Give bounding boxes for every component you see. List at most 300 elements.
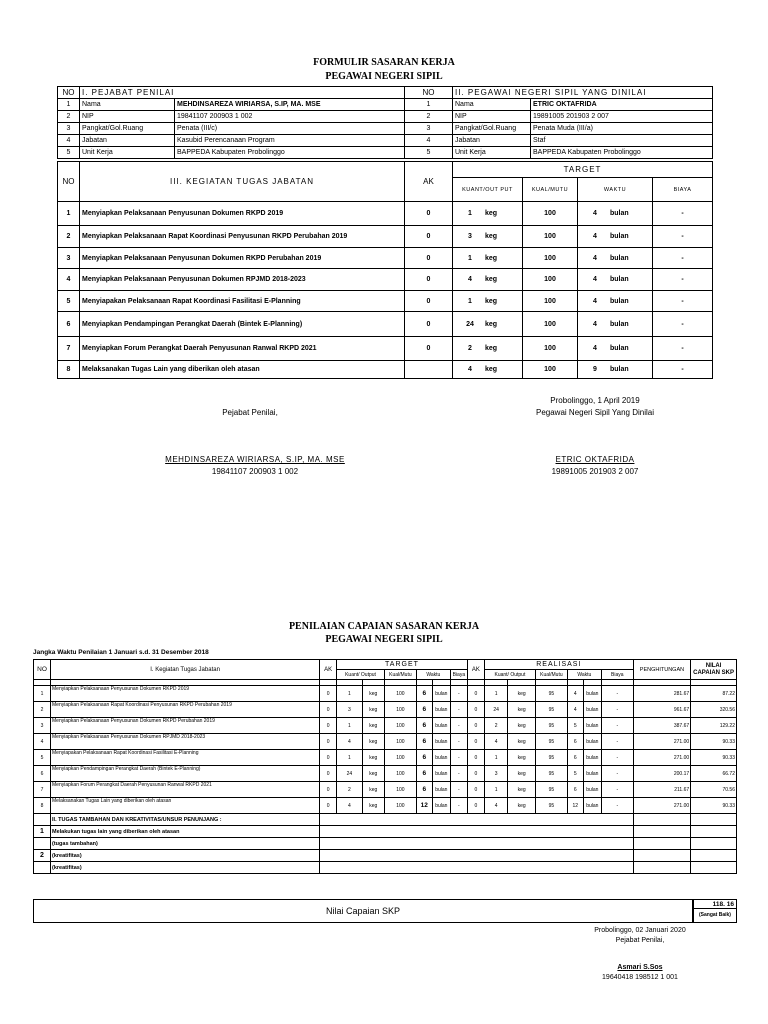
- identity-row: [58, 123, 713, 135]
- target-kual: 100: [384, 734, 416, 750]
- ak-value: 0: [320, 734, 337, 750]
- nilai-value: 87.22: [691, 686, 737, 702]
- kegiatan-text: Menyiapakan Pelaksanaan Rapat Koordinasi Fasilitasi E-Planning: [80, 291, 405, 312]
- table-row: [34, 750, 737, 766]
- waktu-unit: bulan: [610, 276, 629, 283]
- target-unit: keg: [362, 766, 384, 782]
- empty-cell: [633, 850, 690, 862]
- realisasi-unit: keg: [508, 686, 536, 702]
- target-waktu: 6: [416, 686, 432, 702]
- table-row: [58, 202, 713, 226]
- biaya-value: -: [653, 361, 713, 379]
- row-no: 4: [34, 734, 51, 750]
- form2-subtitle: PEGAWAI NEGERI SIPIL: [325, 634, 443, 645]
- target-waktu-unit: bulan: [432, 766, 450, 782]
- kuant-unit: keg: [485, 254, 498, 262]
- row-no: 2: [405, 111, 453, 123]
- row-no: 3: [405, 123, 453, 135]
- empty-cell: [633, 814, 690, 826]
- identity-table: [57, 86, 713, 159]
- kegiatan-header-row: [58, 162, 713, 178]
- field-value: 19841107 200903 1 002: [175, 111, 405, 123]
- row-no: 5: [58, 291, 80, 312]
- kegiatan-text: Menyiapkan Pendampingan Perangkat Daerah (Bintek E-Planning): [80, 312, 405, 337]
- realisasi-waktu: 4: [567, 702, 583, 718]
- waktu-unit: bulan: [610, 254, 629, 262]
- identity-row: [58, 111, 713, 123]
- target-unit: keg: [362, 686, 384, 702]
- realisasi-ak: 0: [467, 782, 484, 798]
- target-header: TARGET: [453, 162, 713, 178]
- field-label: Nama: [453, 99, 531, 111]
- waktu-cell: [578, 312, 653, 337]
- target-biaya: -: [450, 766, 467, 782]
- realisasi-kual: 95: [535, 734, 567, 750]
- nilai-value: 90.33: [691, 734, 737, 750]
- waktu-unit: bulan: [610, 233, 629, 240]
- form1-right-nip: 19891005 201903 2 007: [551, 467, 639, 476]
- kegiatan-text: Menyiapkan Pelaksanaan Rapat Koordinasi Penyusunan RKPD Perubahan 2019: [80, 226, 405, 248]
- waktu-value: 4: [593, 276, 597, 283]
- kegiatan-text: Menyiapakan Pelaksanaan Rapat Koordinasi Fasilitasi E-Planning: [51, 750, 320, 766]
- field-value: Penata Muda (III/a): [531, 123, 713, 135]
- field-value: Staf: [531, 135, 713, 147]
- realisasi-waktu: 4: [567, 686, 583, 702]
- target-unit: keg: [362, 734, 384, 750]
- empty-cell: [691, 826, 737, 838]
- kuant-cell: [453, 202, 523, 226]
- waktu-header: Waktu: [416, 670, 450, 680]
- extra-no: 1: [34, 826, 51, 838]
- field-value: BAPPEDA Kabupaten Probolinggo: [175, 147, 405, 159]
- kuant-cell: [453, 269, 523, 291]
- realisasi-kual: 95: [535, 750, 567, 766]
- table-row: [58, 337, 713, 361]
- target-waktu-unit: bulan: [432, 686, 450, 702]
- extra-no: [34, 862, 51, 874]
- identity-row: [58, 99, 713, 111]
- target-biaya: -: [450, 750, 467, 766]
- target-kuant: 4: [337, 798, 363, 814]
- empty-cell: [691, 814, 737, 826]
- target-unit: keg: [362, 702, 384, 718]
- table-row: [58, 269, 713, 291]
- ak-value: 0: [320, 782, 337, 798]
- kual-value: 100: [523, 291, 578, 312]
- target-waktu: 6: [416, 750, 432, 766]
- realisasi-waktu: 6: [567, 734, 583, 750]
- row-no: 1: [58, 99, 80, 111]
- realisasi-kuant: 4: [484, 734, 507, 750]
- target-header: TARGET: [337, 660, 468, 670]
- kegiatan-text: Menyiapkan Pelaksanaan Penyusunan Dokumen RKPD Perubahan 2019: [80, 248, 405, 269]
- waktu-value: 4: [593, 297, 597, 305]
- ak-value: 0: [320, 686, 337, 702]
- nilai-label: Nilai Capaian SKP: [325, 906, 401, 916]
- table-row: [34, 718, 737, 734]
- kuant-unit: keg: [485, 320, 498, 328]
- realisasi-biaya: -: [601, 750, 633, 766]
- field-label: Nama: [80, 99, 175, 111]
- target-waktu: 12: [416, 798, 432, 814]
- kuant-value: 4: [468, 276, 472, 283]
- realisasi-ak: 0: [467, 718, 484, 734]
- ak-header: AK: [320, 660, 337, 680]
- empty-cell: [691, 850, 737, 862]
- ak-value: 0: [320, 718, 337, 734]
- biaya-value: -: [653, 202, 713, 226]
- row-no: 1: [58, 202, 80, 226]
- kual-header: Kual/Mutu: [384, 670, 416, 680]
- row-no: 6: [34, 766, 51, 782]
- realisasi-waktu: 6: [567, 750, 583, 766]
- row-no: 7: [34, 782, 51, 798]
- row-no: 2: [34, 702, 51, 718]
- kuant-unit: keg: [485, 297, 498, 305]
- target-biaya: -: [450, 686, 467, 702]
- kegiatan-text: Melaksanakan Tugas Lain yang diberikan oleh atasan: [80, 361, 405, 379]
- kuant-value: 24: [466, 320, 474, 328]
- kuant-cell: [453, 337, 523, 361]
- kuant-value: 1: [468, 297, 472, 305]
- field-label: Unit Kerja: [80, 147, 175, 159]
- identity-header-row: [58, 87, 713, 99]
- table-row: [34, 766, 737, 782]
- realisasi-biaya: -: [601, 734, 633, 750]
- extra-row: [34, 826, 737, 838]
- ak-value: 0: [405, 291, 453, 312]
- kual-value: 100: [523, 337, 578, 361]
- form2-period: Jangka Waktu Penilaian 1 Januari s.d. 31 Desember 2018: [33, 649, 209, 656]
- table-row: [34, 686, 737, 702]
- kual-header: KUAL/MUTU: [523, 178, 578, 202]
- realisasi-kuant: 24: [484, 702, 507, 718]
- ak-header: AK: [405, 162, 453, 202]
- waktu-header: WAKTU: [578, 178, 653, 202]
- target-waktu: 6: [416, 702, 432, 718]
- field-value: MEHDINSAREZA WIRIARSA, S.IP, MA. MSE: [175, 99, 405, 111]
- pegawai-header: II. PEGAWAI NEGERI SIPIL YANG DINILAI: [453, 87, 713, 99]
- kuant-value: 1: [468, 210, 472, 217]
- form2-title: PENILAIAN CAPAIAN SASARAN KERJA: [288, 621, 480, 632]
- empty-cell: [320, 814, 634, 826]
- field-label: NIP: [453, 111, 531, 123]
- ak-value: 0: [405, 202, 453, 226]
- form1-title: FORMULIR SASARAN KERJA: [313, 57, 455, 68]
- biaya-header: Biaya: [601, 670, 633, 680]
- nilai-value: 129.22: [691, 718, 737, 734]
- kuant-cell: [453, 312, 523, 337]
- table-row: [34, 734, 737, 750]
- row-no: 2: [58, 226, 80, 248]
- target-kual: 100: [384, 702, 416, 718]
- kuant-header: KUANT/OUT PUT: [453, 178, 523, 202]
- target-unit: keg: [362, 718, 384, 734]
- kuant-unit: keg: [485, 233, 498, 240]
- realisasi-waktu-unit: bulan: [583, 798, 601, 814]
- kuant-cell: [453, 361, 523, 379]
- nilai-value: 66.72: [691, 766, 737, 782]
- target-waktu-unit: bulan: [432, 782, 450, 798]
- penghitungan-value: 271.00: [633, 734, 690, 750]
- kuant-value: 4: [468, 366, 472, 373]
- kual-value: 100: [523, 226, 578, 248]
- waktu-cell: [578, 269, 653, 291]
- kuant-value: 2: [468, 345, 472, 352]
- realisasi-biaya: -: [601, 766, 633, 782]
- kuant-unit: keg: [485, 345, 498, 352]
- waktu-unit: bulan: [610, 345, 629, 352]
- realisasi-waktu-unit: bulan: [583, 782, 601, 798]
- extra-text: (tugas tambahan): [51, 838, 320, 850]
- realisasi-waktu-unit: bulan: [583, 766, 601, 782]
- table-row: [58, 291, 713, 312]
- target-kuant: 2: [337, 782, 363, 798]
- realisasi-kual: 95: [535, 718, 567, 734]
- kuant-cell: [453, 226, 523, 248]
- field-value: Kasubid Perencanaan Program: [175, 135, 405, 147]
- waktu-unit: bulan: [610, 320, 629, 328]
- realisasi-kuant: 4: [484, 798, 507, 814]
- ak-value: 0: [320, 750, 337, 766]
- realisasi-waktu-unit: bulan: [583, 718, 601, 734]
- field-value: ETRIC OKTAFRIDA: [531, 99, 713, 111]
- row-no: 6: [58, 312, 80, 337]
- realisasi-biaya: -: [601, 798, 633, 814]
- biaya-value: -: [653, 312, 713, 337]
- waktu-value: 4: [593, 320, 597, 328]
- form1-subtitle: PEGAWAI NEGERI SIPIL: [325, 71, 443, 82]
- target-unit: keg: [362, 782, 384, 798]
- target-waktu-unit: bulan: [432, 798, 450, 814]
- realisasi-ak: 0: [467, 702, 484, 718]
- ak-value: 0: [320, 766, 337, 782]
- extra-no: 2: [34, 850, 51, 862]
- pejabat-header: I. PEJABAT PENILAI: [80, 87, 405, 99]
- empty-cell: [633, 838, 690, 850]
- penghitungan-value: 281.67: [633, 686, 690, 702]
- ak-value: 0: [405, 312, 453, 337]
- kuant-header: Kuant/ Output: [484, 670, 535, 680]
- col-no: NO: [58, 87, 80, 99]
- realisasi-unit: keg: [508, 782, 536, 798]
- target-waktu: 6: [416, 734, 432, 750]
- realisasi-kuant: 1: [484, 782, 507, 798]
- kual-value: 100: [523, 312, 578, 337]
- extra-text: Melakukan tugas lain yang diberikan oleh atasan: [51, 826, 320, 838]
- waktu-cell: [578, 202, 653, 226]
- form1-place-date: Probolinggo, 1 April 2019: [550, 396, 640, 405]
- waktu-value: 9: [593, 366, 597, 373]
- kegiatan-header: I. Kegiatan Tugas Jabatan: [51, 660, 320, 680]
- kual-value: 100: [523, 361, 578, 379]
- penilaian-header-row: [34, 660, 737, 670]
- realisasi-unit: keg: [508, 750, 536, 766]
- form2-sign-nip: 19640418 198512 1 001: [602, 974, 678, 981]
- empty-cell: [320, 838, 634, 850]
- form1-left-title: Pejabat Penilai,: [222, 408, 278, 417]
- kuant-unit: keg: [485, 210, 498, 217]
- realisasi-kuant: 1: [484, 686, 507, 702]
- row-no: 5: [34, 750, 51, 766]
- row-no: 3: [58, 123, 80, 135]
- realisasi-header: REALISASI: [484, 660, 633, 670]
- empty-cell: [320, 826, 634, 838]
- kegiatan-text: Menyiapkan Pendampingan Perangkat Daerah (Bintek E-Planning): [51, 766, 320, 782]
- field-label: Jabatan: [80, 135, 175, 147]
- field-label: Pangkat/Gol.Ruang: [80, 123, 175, 135]
- realisasi-waktu: 12: [567, 798, 583, 814]
- target-kual: 100: [384, 686, 416, 702]
- biaya-value: -: [653, 337, 713, 361]
- waktu-unit: bulan: [610, 210, 629, 217]
- realisasi-kual: 95: [535, 702, 567, 718]
- extra-no: [34, 838, 51, 850]
- row-no: 2: [58, 111, 80, 123]
- kuant-header: Kuant/ Output: [337, 670, 385, 680]
- realisasi-ak: 0: [467, 686, 484, 702]
- form1-right-name: ETRIC OKTAFRIDA: [555, 455, 635, 464]
- kuant-value: 1: [468, 254, 472, 262]
- kegiatan-text: Menyiapkan Pelaksanaan Penyusunan Dokumen RKPD 2019: [51, 686, 320, 702]
- row-no: 7: [58, 337, 80, 361]
- realisasi-kual: 95: [535, 686, 567, 702]
- empty-cell: [320, 862, 634, 874]
- target-waktu: 6: [416, 782, 432, 798]
- col-no: NO: [405, 87, 453, 99]
- realisasi-biaya: -: [601, 782, 633, 798]
- row-no: 5: [58, 147, 80, 159]
- field-value: Penata (III/c): [175, 123, 405, 135]
- penghitungan-value: 271.00: [633, 750, 690, 766]
- row-no: 3: [58, 248, 80, 269]
- form2-sign-title: Pejabat Penilai,: [615, 937, 665, 944]
- row-no: 4: [405, 135, 453, 147]
- ak-value: 0: [405, 226, 453, 248]
- table-row: [34, 782, 737, 798]
- row-no: 5: [405, 147, 453, 159]
- field-label: Jabatan: [453, 135, 531, 147]
- target-kuant: 1: [337, 750, 363, 766]
- realisasi-unit: keg: [508, 734, 536, 750]
- realisasi-unit: keg: [508, 718, 536, 734]
- empty-cell: [34, 814, 51, 826]
- realisasi-kuant: 1: [484, 750, 507, 766]
- target-kual: 100: [384, 718, 416, 734]
- ak-header: AK: [467, 660, 484, 680]
- table-row: [58, 248, 713, 269]
- section2-header: II. TUGAS TAMBAHAN DAN KREATIVITAS/UNSUR PENUNJANG :: [51, 814, 320, 826]
- ak-value: 0: [405, 337, 453, 361]
- realisasi-biaya: -: [601, 718, 633, 734]
- waktu-value: 4: [593, 254, 597, 262]
- empty-cell: [691, 862, 737, 874]
- realisasi-waktu: 6: [567, 782, 583, 798]
- empty-cell: [691, 838, 737, 850]
- table-row: [58, 312, 713, 337]
- empty-cell: [320, 850, 634, 862]
- penghitungan-value: 961.67: [633, 702, 690, 718]
- target-waktu-unit: bulan: [432, 750, 450, 766]
- kegiatan-text: Menyiapkan Pelaksanaan Penyusunan Dokumen RPJMD 2018-2023: [80, 269, 405, 291]
- empty-cell: [633, 862, 690, 874]
- waktu-value: 4: [593, 210, 597, 217]
- nilai-value: 70.56: [691, 782, 737, 798]
- target-waktu: 6: [416, 718, 432, 734]
- biaya-value: -: [653, 291, 713, 312]
- extra-row: [34, 850, 737, 862]
- table-row: [58, 226, 713, 248]
- target-biaya: -: [450, 734, 467, 750]
- ak-value: 0: [320, 702, 337, 718]
- row-no: 4: [58, 269, 80, 291]
- extra-text: (kreatifitas): [51, 862, 320, 874]
- kegiatan-text: Menyiapkan Forum Perangkat Daerah Penyusunan Ranwal RKPD 2021: [80, 337, 405, 361]
- target-biaya: -: [450, 702, 467, 718]
- kegiatan-text: Menyiapkan Forum Perangkat Daerah Penyusunan Ranwal RKPD 2021: [51, 782, 320, 798]
- biaya-value: -: [653, 226, 713, 248]
- waktu-value: 4: [593, 233, 597, 240]
- section2-header-row: [34, 814, 737, 826]
- table-row: [34, 702, 737, 718]
- form1-left-nip: 19841107 200903 1 002: [211, 467, 299, 476]
- field-label: Unit Kerja: [453, 147, 531, 159]
- kegiatan-table: [57, 161, 713, 379]
- form1-left-name: MEHDINSAREZA WIRIARSA, S.IP, MA. MSE: [165, 455, 345, 464]
- field-label: NIP: [80, 111, 175, 123]
- biaya-header: BIAYA: [653, 178, 713, 202]
- kuant-unit: keg: [485, 276, 498, 283]
- realisasi-waktu-unit: bulan: [583, 750, 601, 766]
- nilai-value: 320.56: [691, 702, 737, 718]
- penghitungan-value: 271.00: [633, 798, 690, 814]
- nilai-value-box: [693, 899, 737, 923]
- waktu-header: Waktu: [567, 670, 601, 680]
- kuant-cell: [453, 248, 523, 269]
- kuant-cell: [453, 291, 523, 312]
- nilai-category: (Sangat Baik): [699, 912, 731, 918]
- realisasi-unit: keg: [508, 798, 536, 814]
- realisasi-waktu: 5: [567, 718, 583, 734]
- biaya-value: -: [653, 248, 713, 269]
- target-kuant: 24: [337, 766, 363, 782]
- target-biaya: -: [450, 798, 467, 814]
- penghitungan-value: 387.67: [633, 718, 690, 734]
- realisasi-kual: 95: [535, 766, 567, 782]
- form2-sign-name: Asmari S.Sos: [617, 964, 663, 971]
- realisasi-kual: 95: [535, 782, 567, 798]
- penghitungan-value: 200.17: [633, 766, 690, 782]
- penilaian-table: [33, 659, 737, 874]
- kuant-unit: keg: [485, 366, 498, 373]
- target-biaya: -: [450, 718, 467, 734]
- field-value: 19891005 201903 2 007: [531, 111, 713, 123]
- waktu-unit: bulan: [610, 297, 629, 305]
- realisasi-waktu-unit: bulan: [583, 734, 601, 750]
- ak-value: 0: [320, 798, 337, 814]
- waktu-cell: [578, 361, 653, 379]
- target-unit: keg: [362, 750, 384, 766]
- table-row: [34, 798, 737, 814]
- realisasi-waktu-unit: bulan: [583, 686, 601, 702]
- kegiatan-header: III. KEGIATAN TUGAS JABATAN: [80, 162, 405, 202]
- table-row: [58, 361, 713, 379]
- form2-place-date: Probolinggo, 02 Januari 2020: [594, 927, 686, 934]
- realisasi-kuant: 3: [484, 766, 507, 782]
- biaya-header: Biaya: [450, 670, 467, 680]
- ak-value: 0: [405, 248, 453, 269]
- col-no: NO: [34, 660, 51, 680]
